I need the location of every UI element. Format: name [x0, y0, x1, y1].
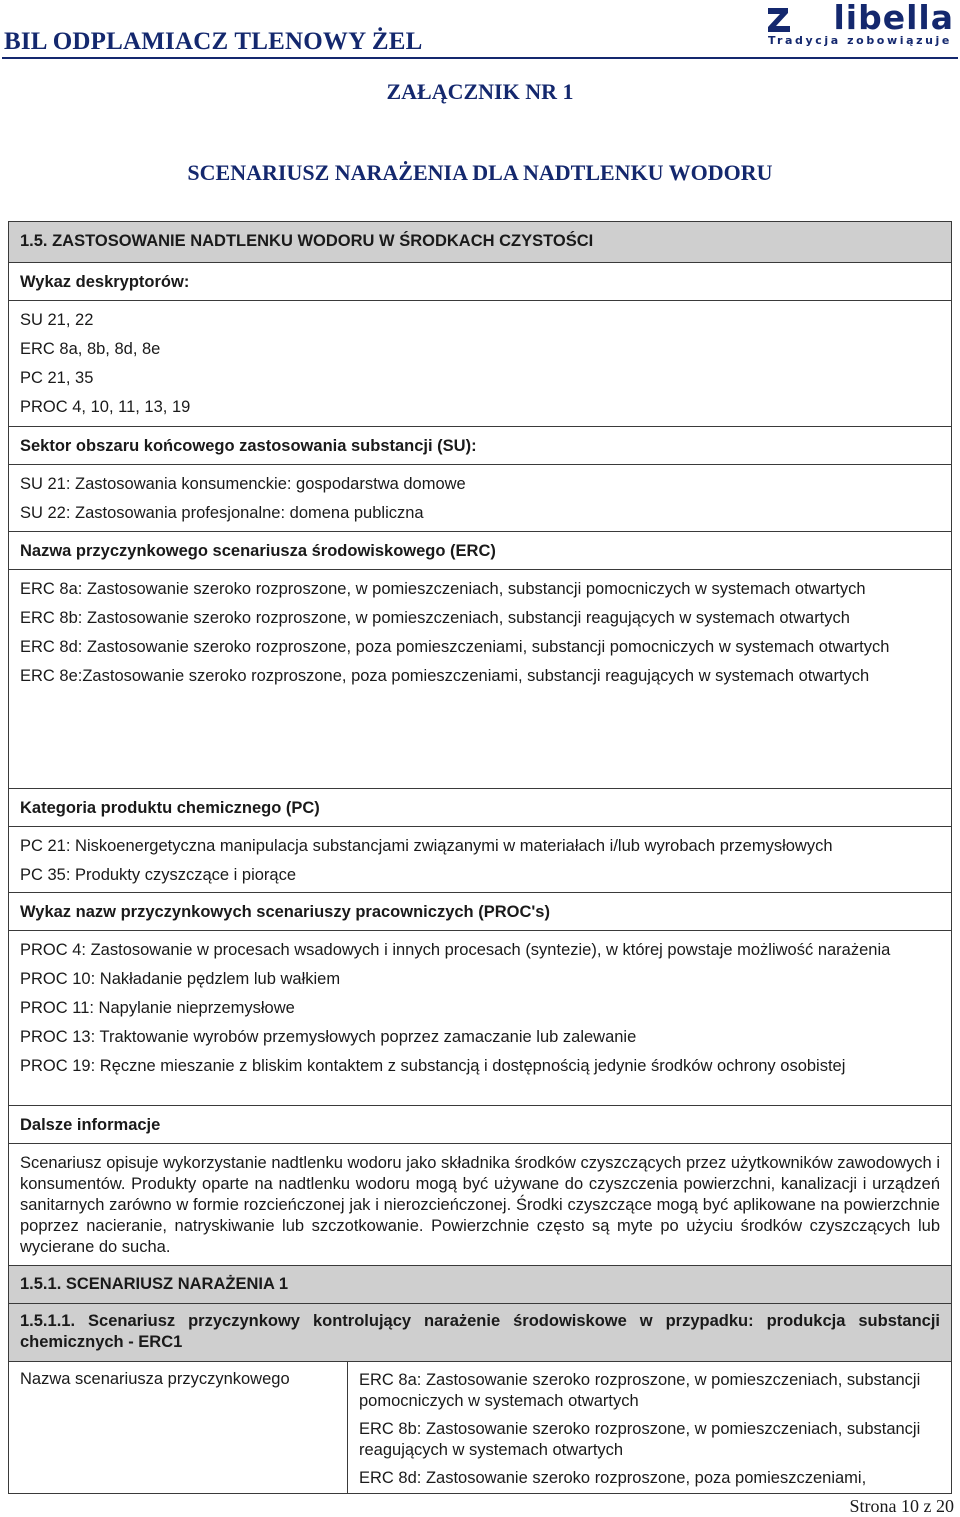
proc-heading: Wykaz nazw przyczynkowych scenariuszy pracowniczych (PROC's) — [9, 892, 951, 930]
descriptors-list — [9, 300, 951, 426]
page-number: Strona 10 z 20 — [849, 1496, 954, 1516]
pc-item: PC 21: Niskoenergetyczna manipulacja substancjami związanymi w materiałach i/lub wyrobach przemysłowych — [20, 837, 833, 855]
info-body — [9, 1143, 951, 1265]
erc-item: ERC 8a: Zastosowanie szeroko rozproszone, w pomieszczeniach, substancji pomocniczych w systemach otwartych — [20, 580, 866, 598]
proc-item: PROC 19: Ręczne mieszanie z bliskim kontaktem z substancją i dostępnością jedynie środków ochrony osobistej — [20, 1057, 846, 1075]
document-header — [0, 0, 960, 60]
su-item: SU 21: Zastosowania konsumenckie: gospodarstwa domowe — [20, 475, 466, 493]
proc-list — [9, 930, 951, 1105]
contrib-item: ERC 8a: Zastosowanie szeroko rozproszone, w pomieszczeniach, substancji pomocniczych w systemach otwartych — [359, 1371, 921, 1410]
erc-heading: Nazwa przyczynkowego scenariusza środowiskowego (ERC) — [9, 531, 951, 569]
info-heading: Dalsze informacje — [9, 1105, 951, 1143]
erc-list — [9, 569, 951, 788]
subsubsection-title: 1.5.1.1. Scenariusz przyczynkowy kontrolujący narażenie środowiskowe w przypadku: produkcja substancji chemicznych - ERC1 — [9, 1303, 951, 1361]
product-title: BIL ODPLAMIACZ TLENOWY ŻEL — [4, 28, 423, 55]
erc-item: ERC 8d: Zastosowanie szeroko rozproszone, poza pomieszczeniami, substancji pomocniczych w systemach otwartych — [20, 638, 890, 656]
info-text: Scenariusz opisuje wykorzystanie nadtlenku wodoru jako składnika środków czyszczących przez użytkowników zawodowych i konsumentów. Produkty oparte na nadtlenku wodoru mogą być używane do czyszczenia powierzchni, kanalizacji i urządzeń sanitarnych zarówno w formie rozcieńczonej jak i nierozcieńczonej. Środki czyszczące mogą być aplikowane na powierzchnie poprzez nacieranie, natryskiwanie lub szczotkowanie. Powierzchnie często są myte po użyciu środków czyszczących lub wycierane do sucha. — [20, 1154, 940, 1256]
section-title: 1.5. ZASTOSOWANIE NADTLENKU WODORU W ŚRODKACH CZYSTOŚCI — [9, 222, 951, 262]
erc-item: ERC 8e:Zastosowanie szeroko rozproszone, poza pomieszczeniami, substancji reagujących w systemach otwartych — [20, 667, 870, 685]
descriptor-item: SU 21, 22 — [20, 311, 94, 329]
erc-item: ERC 8b: Zastosowanie szeroko rozproszone, w pomieszczeniach, substancji reagujących w systemach otwartych — [20, 609, 850, 627]
scenario-table — [8, 221, 952, 1494]
annex-label: ZAŁĄCZNIK NR 1 — [386, 79, 574, 104]
subsection-title: 1.5.1. SCENARIUSZ NARAŻENIA 1 — [9, 1265, 951, 1303]
descriptor-item: PROC 4, 10, 11, 13, 19 — [20, 398, 191, 416]
su-list — [9, 464, 951, 531]
libella-logo — [764, 2, 954, 52]
su-heading: Sektor obszaru końcowego zastosowania substancji (SU): — [9, 426, 951, 464]
proc-item: PROC 4: Zastosowanie w procesach wsadowych i innych procesach (syntezie), w której powstaje możliwość narażenia — [20, 941, 891, 959]
contrib-label: Nazwa scenariusza przyczynkowego — [9, 1362, 348, 1493]
logo-wordmark: libella — [833, 0, 954, 37]
pc-item: PC 35: Produkty czyszczące i piorące — [20, 866, 297, 884]
contributing-scenario-row — [9, 1361, 951, 1493]
libella-logo-mark-icon — [764, 4, 794, 36]
descriptor-item: ERC 8a, 8b, 8d, 8e — [20, 340, 161, 358]
scenario-title: SCENARIUSZ NARAŻENIA DLA NADTLENKU WODORU — [187, 160, 773, 185]
pc-list — [9, 826, 951, 892]
proc-item: PROC 11: Napylanie nieprzemysłowe — [20, 999, 295, 1017]
contrib-item: ERC 8b: Zastosowanie szeroko rozproszone, w pomieszczeniach, substancji reagujących w systemach otwartych — [359, 1420, 921, 1459]
logo-tagline: Tradycja zobowiązuje — [768, 34, 952, 47]
proc-item: PROC 10: Nakładanie pędzlem lub wałkiem — [20, 970, 341, 988]
descriptor-item: PC 21, 35 — [20, 369, 94, 387]
su-item: SU 22: Zastosowania profesjonalne: domena publiczna — [20, 504, 424, 522]
descriptors-heading: Wykaz deskryptorów: — [9, 262, 951, 300]
proc-item: PROC 13: Traktowanie wyrobów przemysłowych poprzez zamaczanie lub zalewanie — [20, 1028, 637, 1046]
contrib-list — [348, 1362, 951, 1493]
contrib-item: ERC 8d: Zastosowanie szeroko rozproszone, poza pomieszczeniami, — [359, 1469, 867, 1487]
header-divider — [2, 57, 958, 59]
pc-heading: Kategoria produktu chemicznego (PC) — [9, 788, 951, 826]
